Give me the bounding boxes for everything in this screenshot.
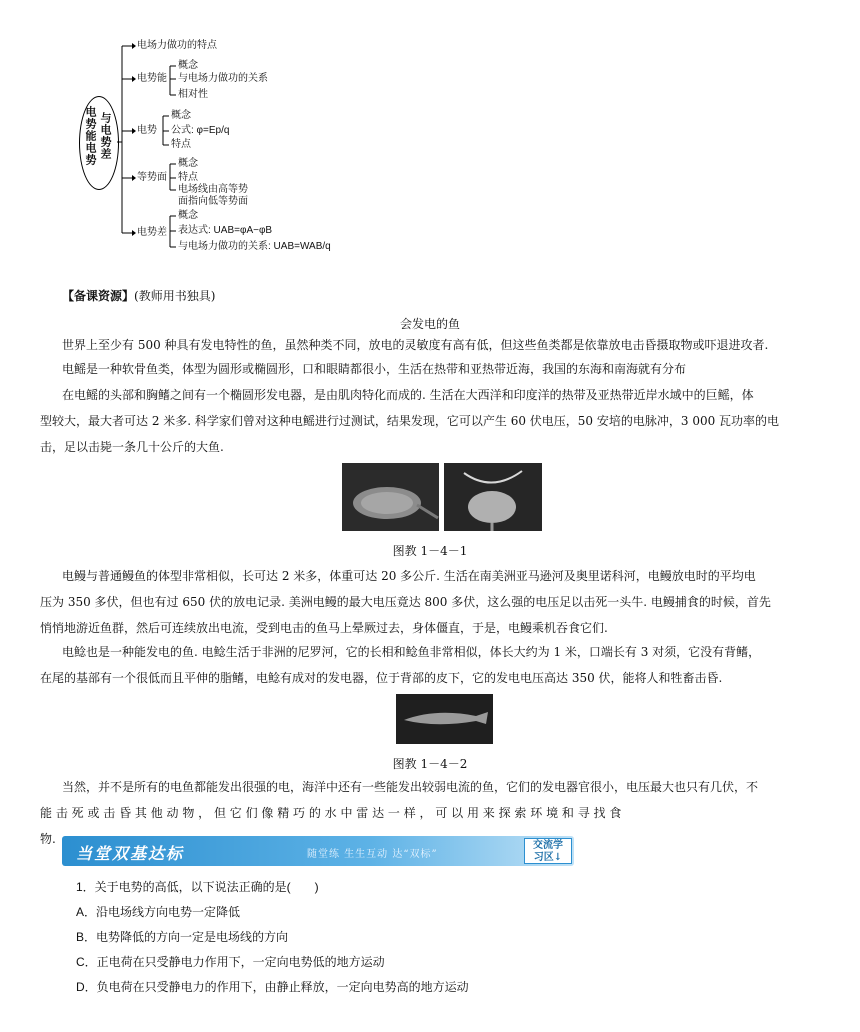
banner-subtitle: 随堂练 生生互动 达“双标” (307, 849, 438, 860)
paragraph-2 (40, 356, 820, 382)
paragraph-1 (40, 332, 820, 358)
root-label-2: 电势 (84, 142, 96, 166)
figure-electric-ray-1 (342, 463, 439, 531)
figure-ray2-image (444, 463, 542, 531)
p3-line-3: 击，足以击毙一条几十公斤的大鱼. (40, 440, 224, 454)
leaf-p-concept: 概念 (171, 110, 191, 121)
option-c: C．正电荷在只受静电力作用下，一定向电势低的地方运动 (76, 955, 385, 969)
p5-line-2: 在尾的基部有一个很低而且平伸的脂鳍，电鲶有成对的发电器，位于背部的皮下，它的发电电压高达 350 伏，能将人和牲畜击昏. (40, 671, 723, 685)
article-title: 会发电的鱼 (399, 317, 460, 331)
branch-field-work: 电场力做功的特点 (137, 40, 217, 51)
leaf-p-feature: 特点 (171, 139, 191, 150)
paragraph-3 (40, 382, 820, 460)
leaf-eq-line2: 面指向低等势面 (178, 196, 248, 207)
leaf-pd-expression: 表达式: UAB=φA−φB (178, 225, 273, 236)
leaf-p-formula: 公式: φ=Ep/q (171, 125, 230, 136)
p3-line-2: 型较大，最大者可达 2 米多. 科学家们曾对这种电鳐进行过测试，结果发现，它可以产生 60 伏电压，50 安培的电脉冲，3 000 瓦功率的电 (40, 414, 780, 428)
resource-header (62, 287, 215, 304)
leaf-pd-concept: 概念 (178, 210, 198, 221)
option-a: A．沿电场线方向电势一定降低 (76, 905, 241, 919)
p5-line-1: 电鲶也是一种能发电的鱼. 电鲶生活于非洲的尼罗河，它的长相和鲶鱼非常相似，体长大约为 1 米，口端长有 3 对须，它没有背鳍， (62, 645, 761, 659)
p3-line-1: 在电鳐的头部和胸鳍之间有一个椭圆形发电器，是由肌肉特化而成的. 生活在大西洋和印度洋的热带及亚热带近岸水域中的巨鳐，体 (62, 388, 754, 402)
banner-title: 当堂双基达标 (76, 844, 185, 863)
option-d: D．负电荷在只受静电力的作用下，由静止释放，一定向电势高的地方运动 (76, 980, 469, 994)
leaf-pe-concept: 概念 (178, 60, 198, 71)
banner-box-line-1: 交流学 (533, 840, 563, 851)
exchange-area-button[interactable] (524, 838, 572, 864)
p4-line-3: 悄悄地游近鱼群，然后可连续放出电流，受到电击的鱼马上晕厥过去，身体僵直，于是，电鳗乘机吞食它们. (40, 621, 608, 635)
leaf-pe-relativity: 相对性 (178, 89, 208, 100)
p2-line-1: 电鳐是一种软骨鱼类，体型为圆形或椭圆形，口和眼睛都很小，生活在热带和亚热带近海，我国的东海和南海就有分布 (62, 362, 687, 376)
option-b: B．电势降低的方向一定是电场线的方向 (76, 930, 289, 944)
concept-map-lines (0, 0, 320, 260)
figure-1-caption: 图教 1－4－1 (392, 544, 468, 558)
branch-potential-difference: 电势差 (137, 227, 167, 238)
leaf-eq-line1: 电场线由高等势 (178, 184, 248, 195)
resource-note: (教师用书独具) (134, 289, 216, 303)
branch-potential: 电势 (137, 125, 157, 136)
p1-line-1: 世界上至少有 500 种具有发电特性的鱼，虽然种类不同，放电的灵敏度有高有低，但这些鱼类都是依靠放电击昏摄取物或吓退进攻者. (62, 338, 769, 352)
p6-line-3: 物. (40, 832, 56, 846)
figure-electric-catfish (396, 694, 493, 744)
figure-ray-image (342, 463, 439, 531)
root-label-3: 与电势差 (99, 112, 111, 160)
root-label-1: 电势能 (84, 106, 96, 142)
banner-box-line-2: 习区↓ (533, 852, 563, 863)
paragraph-4 (40, 563, 820, 641)
figure-catfish-image (396, 694, 493, 744)
p6-line-2: 能 击 死 或 击 昏 其 他 动 物 ， 但 它 们 像 精 巧 的 水 中 雷 达 一 样 ， 可 以 用 来 探 索 环 境 和 寻 找 食 (40, 806, 622, 820)
p4-line-1: 电鳗与普通鳗鱼的体型非常相似，长可达 2 米多，体重可达 20 多公斤. 生活在南美洲亚马逊河及奥里诺科河，电鳗放电时的平均电 (62, 569, 756, 583)
paragraph-5 (40, 639, 820, 691)
leaf-eq-feature: 特点 (178, 172, 198, 183)
branch-potential-energy: 电势能 (137, 73, 167, 84)
figure-2-caption: 图教 1－4－2 (392, 757, 468, 771)
p6-line-1: 当然，并不是所有的电鱼都能发出很强的电，海洋中还有一些能发出较弱电流的鱼，它们的发电器官很小，电压最大也只有几伏，不 (62, 780, 759, 794)
branch-equipotential: 等势面 (137, 172, 167, 183)
section-banner (62, 836, 574, 866)
question-stem: 1．关于电势的高低，以下说法正确的是( ) (76, 880, 319, 894)
leaf-eq-concept: 概念 (178, 158, 198, 169)
p4-line-2: 压为 350 多伏，但也有过 650 伏的放电记录. 美洲电鳗的最大电压竟达 800 多伏，这么强的电压足以击死一头牛. 电鳗捕食的时候，首先 (40, 595, 771, 609)
leaf-pe-work: 与电场力做功的关系 (178, 73, 268, 84)
figure-electric-ray-2 (444, 463, 542, 531)
leaf-pd-work: 与电场力做功的关系: UAB=WAB/q (178, 241, 331, 252)
resource-label: 【备课资源】 (62, 289, 135, 303)
